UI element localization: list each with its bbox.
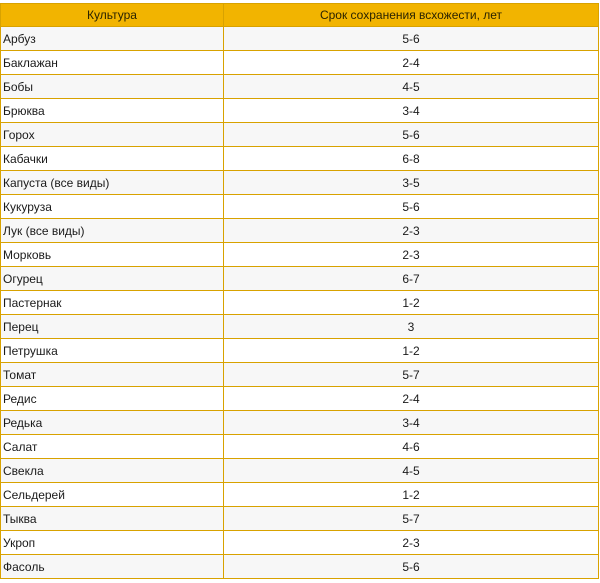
viability-years: 2-3 [224, 219, 599, 243]
crop-name: Сельдерей [1, 483, 224, 507]
viability-years: 5-6 [224, 555, 599, 579]
viability-years: 1-2 [224, 339, 599, 363]
viability-years: 2-3 [224, 243, 599, 267]
viability-years: 5-6 [224, 27, 599, 51]
seed-viability-table [0, 3, 599, 579]
table-row [1, 339, 599, 363]
crop-name: Брюква [1, 99, 224, 123]
crop-name: Огурец [1, 267, 224, 291]
table-row [1, 27, 599, 51]
table-row [1, 219, 599, 243]
viability-years: 2-4 [224, 387, 599, 411]
viability-years: 4-5 [224, 75, 599, 99]
table-row [1, 363, 599, 387]
table-row [1, 411, 599, 435]
crop-name: Кукуруза [1, 195, 224, 219]
crop-name: Кабачки [1, 147, 224, 171]
table-row [1, 507, 599, 531]
crop-name: Бобы [1, 75, 224, 99]
table-row [1, 195, 599, 219]
table-row [1, 387, 599, 411]
table-row [1, 75, 599, 99]
crop-name: Редис [1, 387, 224, 411]
viability-years: 3-4 [224, 99, 599, 123]
table-row [1, 243, 599, 267]
viability-years: 2-3 [224, 531, 599, 555]
viability-years: 4-6 [224, 435, 599, 459]
crop-name: Перец [1, 315, 224, 339]
viability-years: 1-2 [224, 291, 599, 315]
viability-years: 3-4 [224, 411, 599, 435]
viability-years: 4-5 [224, 459, 599, 483]
viability-years: 5-6 [224, 195, 599, 219]
table-row [1, 459, 599, 483]
table-row [1, 531, 599, 555]
table-row [1, 51, 599, 75]
viability-years: 3-5 [224, 171, 599, 195]
table-row [1, 555, 599, 579]
viability-years: 2-4 [224, 51, 599, 75]
table-row [1, 99, 599, 123]
viability-years: 5-6 [224, 123, 599, 147]
crop-name: Лук (все виды) [1, 219, 224, 243]
crop-name: Салат [1, 435, 224, 459]
table-header-row [1, 4, 599, 27]
table-row [1, 291, 599, 315]
viability-years: 6-7 [224, 267, 599, 291]
viability-years: 5-7 [224, 507, 599, 531]
table-row [1, 123, 599, 147]
crop-name: Арбуз [1, 27, 224, 51]
crop-name: Укроп [1, 531, 224, 555]
table-row [1, 147, 599, 171]
table-row [1, 435, 599, 459]
crop-name: Фасоль [1, 555, 224, 579]
viability-years: 1-2 [224, 483, 599, 507]
crop-name: Капуста (все виды) [1, 171, 224, 195]
column-header-viability: Срок сохранения всхожести, лет [224, 4, 599, 27]
crop-name: Редька [1, 411, 224, 435]
crop-name: Баклажан [1, 51, 224, 75]
table-row [1, 315, 599, 339]
crop-name: Томат [1, 363, 224, 387]
crop-name: Горох [1, 123, 224, 147]
crop-name: Морковь [1, 243, 224, 267]
viability-years: 5-7 [224, 363, 599, 387]
crop-name: Пастернак [1, 291, 224, 315]
viability-years: 3 [224, 315, 599, 339]
table-row [1, 483, 599, 507]
viability-years: 6-8 [224, 147, 599, 171]
table-row [1, 267, 599, 291]
table-row [1, 171, 599, 195]
crop-name: Тыква [1, 507, 224, 531]
crop-name: Петрушка [1, 339, 224, 363]
column-header-crop: Культура [1, 4, 224, 27]
crop-name: Свекла [1, 459, 224, 483]
